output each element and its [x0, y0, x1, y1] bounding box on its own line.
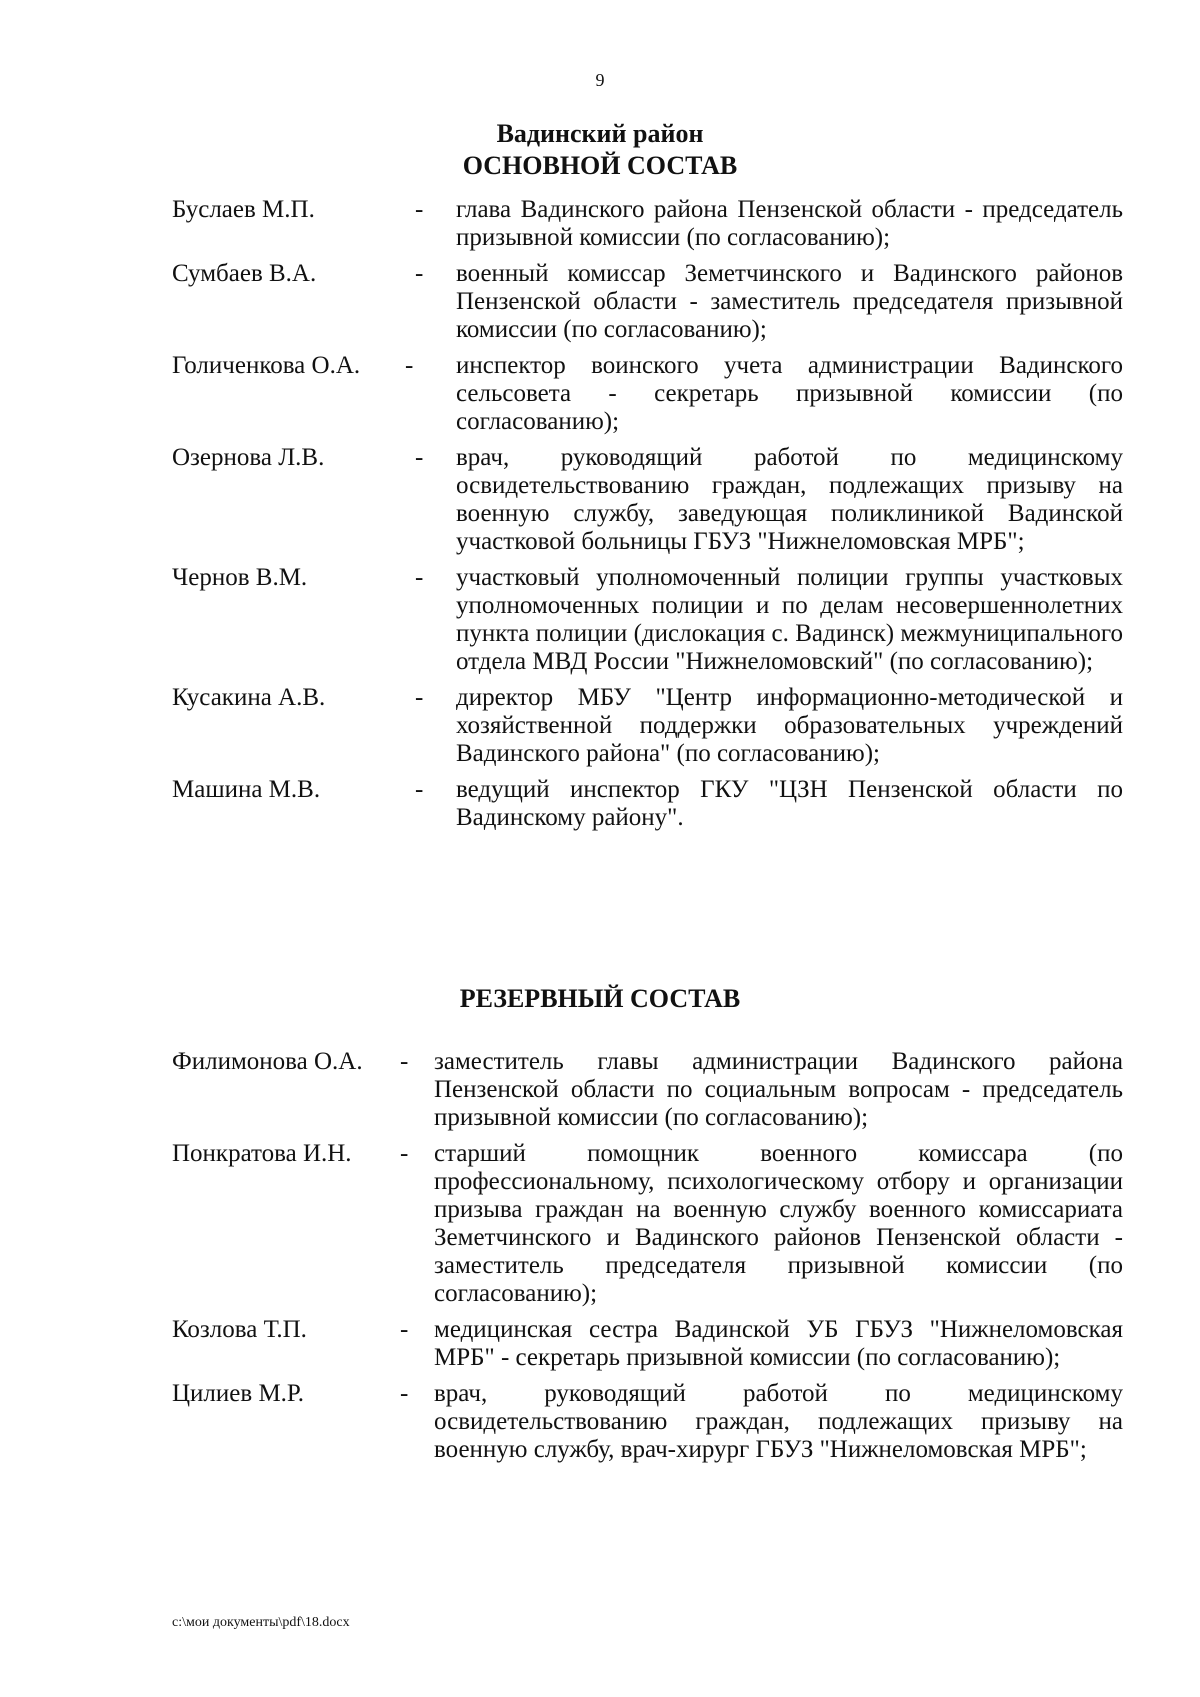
member-dash: - — [415, 260, 424, 287]
member-dash: - — [405, 352, 414, 379]
member-entry — [0, 776, 1200, 832]
member-name: Машина М.В. — [172, 776, 321, 803]
member-role: врач, руководящий работой по медицинскому освидетельствованию граждан, подлежащих призыву на военную службу, врач-хирург ГБУЗ "Нижнеломовская МРБ"; — [434, 1380, 1123, 1463]
member-name: Озернова Л.В. — [172, 444, 325, 471]
reserve-members-list — [0, 1048, 1200, 1464]
member-role: инспектор воинского учета администрации Вадинского сельсовета - секретарь призывной комиссии (по согласованию); — [456, 352, 1123, 435]
member-role: заместитель главы администрации Вадинского района Пензенской области по социальным вопросам - председатель призывной комиссии (по согласованию); — [434, 1048, 1123, 1131]
member-role: врач, руководящий работой по медицинскому освидетельствованию граждан, подлежащих призыву на военную службу, заведующая поликлиникой Вадинской участковой больницы ГБУЗ "Нижнеломовская МРБ"; — [456, 444, 1123, 555]
member-entry — [0, 684, 1200, 768]
member-name: Понкратова И.Н. — [172, 1140, 352, 1167]
page-number: 9 — [595, 70, 605, 90]
member-name: Сумбаев В.А. — [172, 260, 317, 287]
member-dash: - — [400, 1048, 409, 1075]
member-dash: - — [400, 1380, 409, 1407]
member-entry — [0, 196, 1200, 252]
member-name: Кусакина А.В. — [172, 684, 326, 711]
reserve-section-title: РЕЗЕРВНЫЙ СОСТАВ — [459, 984, 741, 1013]
member-role: медицинская сестра Вадинской УБ ГБУЗ "Нижнеломовская МРБ" - секретарь призывной комиссии (по согласованию); — [434, 1316, 1123, 1371]
member-role: глава Вадинского района Пензенской области - председатель призывной комиссии (по согласованию); — [456, 196, 1123, 251]
member-dash: - — [415, 684, 424, 711]
member-entry — [0, 1380, 1200, 1464]
member-name: Филимонова О.А. — [172, 1048, 363, 1075]
member-dash: - — [415, 564, 424, 591]
member-entry — [0, 1316, 1200, 1372]
member-entry — [0, 564, 1200, 676]
main-section-title: ОСНОВНОЙ СОСТАВ — [462, 151, 738, 180]
member-role: военный комиссар Земетчинского и Вадинского районов Пензенской области - заместитель председателя призывной комиссии (по согласованию); — [456, 260, 1123, 343]
main-members-list — [0, 196, 1200, 832]
member-entry — [0, 444, 1200, 556]
member-dash: - — [415, 776, 424, 803]
member-entry — [0, 352, 1200, 436]
member-role: старший помощник военного комиссара (по профессиональному, психологическому отбору и организации призыва граждан на военную службу военного комиссариата Земетчинского и Вадинского районов Пензенской области - заместитель председателя призывной комиссии (по согласованию); — [434, 1140, 1123, 1307]
member-role: директор МБУ "Центр информационно-методической и хозяйственной поддержки образовательных учреждений Вадинского района" (по согласованию); — [456, 684, 1123, 767]
district-title-block — [0, 118, 1200, 182]
member-dash: - — [415, 444, 424, 471]
member-role: участковый уполномоченный полиции группы участковых уполномоченных полиции и по делам несовершеннолетних пункта полиции (дислокация с. Вадинск) межмуниципального отдела МВД России "Нижнеломовский" (по согласованию); — [456, 564, 1123, 675]
member-name: Голиченкова О.А. — [172, 352, 361, 379]
member-role: ведущий инспектор ГКУ "ЦЗН Пензенской области по Вадинскому району". — [456, 776, 1123, 831]
footer-file-path: c:\мои документы\pdf\18.docx — [172, 1615, 350, 1630]
member-entry — [0, 260, 1200, 344]
district-name: Вадинский район — [496, 119, 704, 148]
member-name: Цилиев М.Р. — [172, 1380, 304, 1407]
member-name: Чернов В.М. — [172, 564, 308, 591]
member-dash: - — [400, 1316, 409, 1343]
member-name: Буслаев М.П. — [172, 196, 315, 223]
member-name: Козлова Т.П. — [172, 1316, 307, 1343]
member-entry — [0, 1140, 1200, 1308]
member-dash: - — [400, 1140, 409, 1167]
member-entry — [0, 1048, 1200, 1132]
member-dash: - — [415, 196, 424, 223]
